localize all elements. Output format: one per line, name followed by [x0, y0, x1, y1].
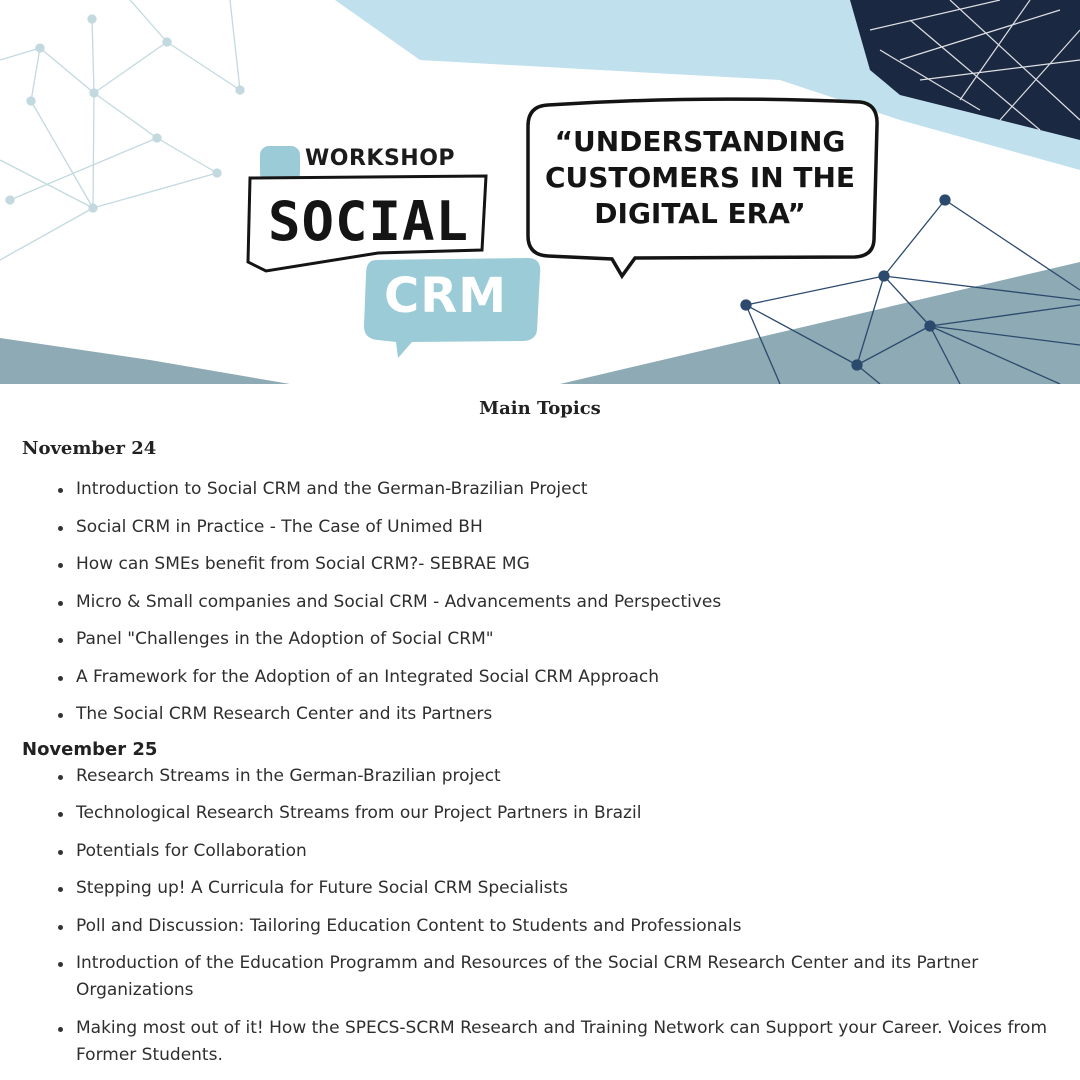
list-item: Poll and Discussion: Tailoring Education Content to Students and Professionals [76, 913, 1080, 940]
list-item: A Framework for the Adoption of an Integrated Social CRM Approach [76, 664, 1080, 691]
quote-line: “UNDERSTANDING [554, 125, 846, 158]
logo-workshop-label: WORKSHOP [305, 146, 456, 171]
page-title: Main Topics [479, 398, 601, 419]
list-item: Stepping up! A Curricula for Future Social CRM Specialists [76, 875, 1080, 902]
topic-list [0, 476, 1080, 728]
quote-line: DIGITAL ERA” [594, 197, 806, 230]
day-heading: November 25 [22, 738, 158, 760]
topic-list [0, 763, 1080, 1069]
list-item: Potentials for Collaboration [76, 838, 1080, 865]
topics-section [0, 396, 1080, 1069]
list-item: Panel "Challenges in the Adoption of Social CRM" [76, 626, 1080, 653]
list-item: The Social CRM Research Center and its Partners [76, 701, 1080, 728]
workshop-banner [0, 0, 1080, 384]
day-heading: November 24 [22, 438, 157, 459]
list-item: How can SMEs benefit from Social CRM?- SEBRAE MG [76, 551, 1080, 578]
list-item: Micro & Small companies and Social CRM - Advancements and Perspectives [76, 589, 1080, 616]
logo-social-label: SOCIAL [268, 190, 470, 253]
list-item: Research Streams in the German-Brazilian project [76, 763, 1080, 790]
list-item: Social CRM in Practice - The Case of Unimed BH [76, 514, 1080, 541]
quote-line: CUSTOMERS IN THE [544, 161, 856, 194]
list-item: Introduction to Social CRM and the German-Brazilian Project [76, 476, 1080, 503]
logo-crm-label: CRM [384, 268, 507, 324]
list-item: Making most out of it! How the SPECS-SCRM Research and Training Network can Support your Career. Voices from Former Students. [76, 1015, 1080, 1069]
list-item: Technological Research Streams from our Project Partners in Brazil [76, 800, 1080, 827]
list-item: Introduction of the Education Programm and Resources of the Social CRM Research Center and its Partner Organizations [76, 950, 1080, 1004]
tagline-quote [540, 124, 860, 232]
